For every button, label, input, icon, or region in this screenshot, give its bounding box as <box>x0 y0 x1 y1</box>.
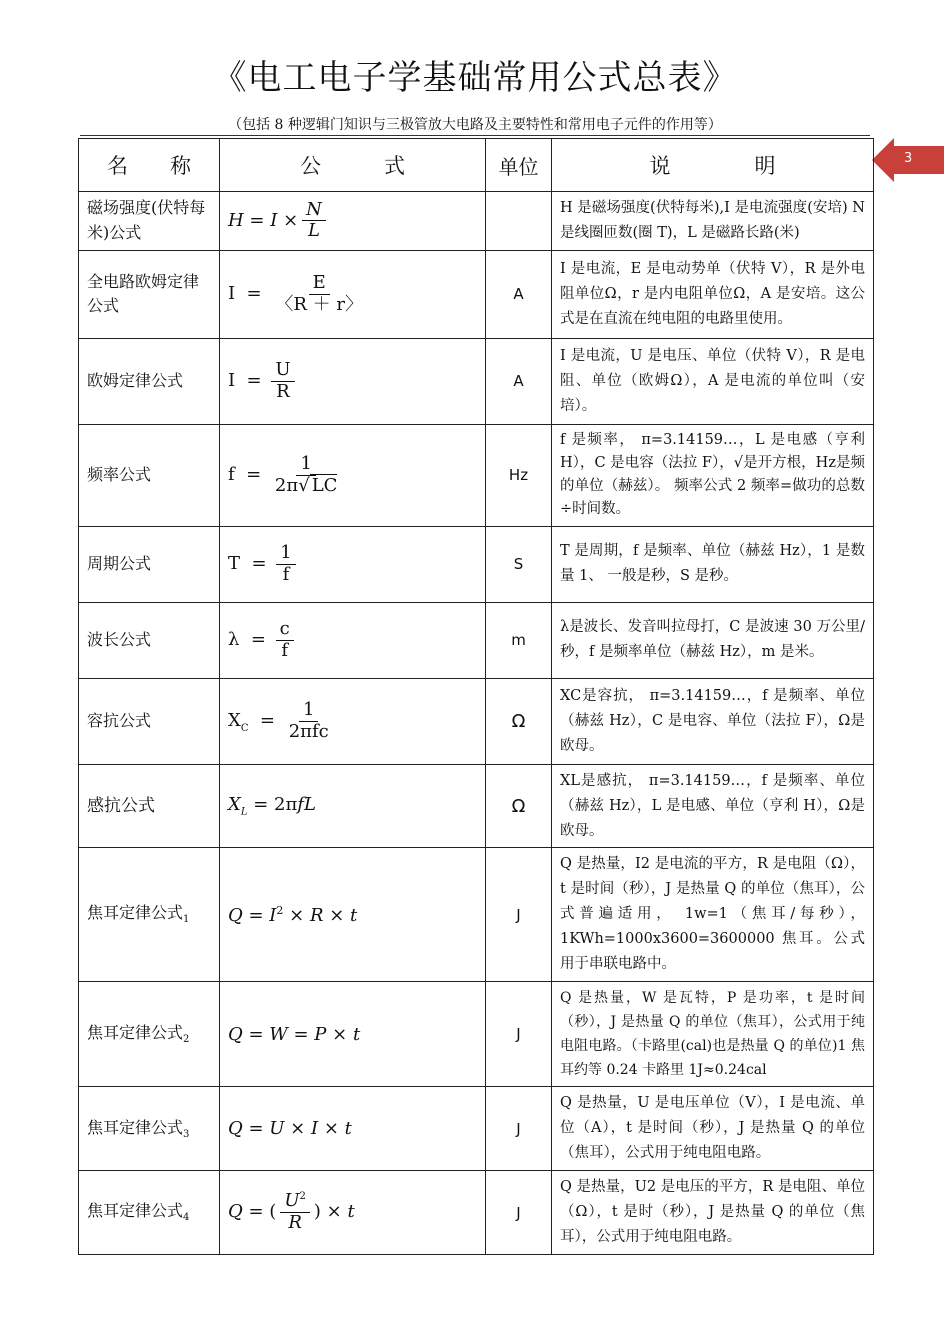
row-name: 磁场强度(伏特每米)公式 <box>79 192 220 251</box>
row-unit: A <box>486 250 552 338</box>
row-unit: J <box>486 848 552 982</box>
formula-table <box>78 138 874 1255</box>
formula-full-circuit-ohm: I = $\frac{E}{〈R + r〉}$ <box>220 250 486 338</box>
table-row <box>79 1087 874 1171</box>
formula-magnetic: H = I × $\frac{N}{L}$ <box>220 192 486 251</box>
header-formula: 公 式 <box>220 139 486 192</box>
page-number-marker <box>872 138 944 182</box>
row-name: 感抗公式 <box>79 764 220 848</box>
formula-joule-3: Q = U × I × t <box>220 1087 486 1171</box>
row-unit: Ω <box>486 678 552 764</box>
table-row <box>79 764 874 848</box>
row-unit: Ω <box>486 764 552 848</box>
row-name: 欧姆定律公式 <box>79 338 220 424</box>
row-desc: λ是波长、发音叫拉母打，C 是波速 30 万公里/秒，f 是频率单位（赫兹 Hz），m 是米。 <box>552 602 874 678</box>
row-desc: XL是感抗， π=3.14159…，f 是频率、单位（赫兹 Hz），L 是电感、单位（亨利 H），Ω是欧母。 <box>552 764 874 848</box>
row-unit: J <box>486 1087 552 1171</box>
table-row <box>79 192 874 251</box>
row-desc: XC是容抗， π=3.14159…，f 是频率、单位（赫兹 Hz），C 是电容、单位（法拉 F），Ω是欧母。 <box>552 678 874 764</box>
row-unit: m <box>486 602 552 678</box>
row-name: 周期公式 <box>79 526 220 602</box>
row-name: 焦耳定律公式$_2$ <box>79 982 220 1087</box>
row-desc: Q 是热量，U 是电压单位（V），I 是电流、单位（A），t 是时间（秒），J 是热量 Q 的单位（焦耳），公式用于纯电阻电路。 <box>552 1087 874 1171</box>
table-header-row <box>79 139 874 192</box>
row-desc: I 是电流，U 是电压、单位（伏特 V），R 是电阻、单位（欧姆Ω），A 是电流的单位叫（安培）。 <box>552 338 874 424</box>
row-name: 容抗公式 <box>79 678 220 764</box>
row-unit <box>486 192 552 251</box>
formula-frequency: f = $\frac{1}{2\pi√ LC}$ <box>220 424 486 526</box>
formula-joule-2: Q = W = P × t <box>220 982 486 1087</box>
table-row <box>79 250 874 338</box>
row-desc: H 是磁场强度(伏特每米),I 是电流强度(安培) N 是线圈匝数(圈 T)，L 是磁路长路(米) <box>552 192 874 251</box>
table-row <box>79 678 874 764</box>
table-row <box>79 424 874 526</box>
row-desc: Q 是热量，U2 是电压的平方，R 是电阻、单位（Ω），t 是时（秒），J 是热量 Q 的单位（焦耳），公式用于纯电阻电路。 <box>552 1171 874 1255</box>
table-row <box>79 602 874 678</box>
formula-period: T = $\frac{1}{f}$ <box>220 526 486 602</box>
formula-wavelength: λ = $\frac{c}{f}$ <box>220 602 486 678</box>
row-name: 频率公式 <box>79 424 220 526</box>
header-desc: 说 明 <box>552 139 874 192</box>
table-row <box>79 982 874 1087</box>
row-name: 焦耳定律公式$_1$ <box>79 848 220 982</box>
title-rule <box>80 135 870 136</box>
row-unit: S <box>486 526 552 602</box>
row-desc: Q 是热量，W 是瓦特，P 是功率，t 是时间（秒），J 是热量 Q 的单位（焦耳），公式用于纯电阻电路。（卡路里(cal)也是热量 Q 的单位)1 焦耳约等 0.24 卡路里 1J≈0.24cal <box>552 982 874 1087</box>
header-name: 名 称 <box>79 139 220 192</box>
row-desc: T 是周期，f 是频率、单位（赫兹 Hz），1 是数量 1、 一般是秒，S 是秒。 <box>552 526 874 602</box>
table-row <box>79 848 874 982</box>
row-desc: Q 是热量，I2 是电流的平方，R 是电阻（Ω），t 是时间（秒），J 是热量 Q 的单位（焦耳），公式普遍适用， 1w=1（焦耳/每秒），1KWh=1000x3600=3600000 焦耳。公式用于串联电路中。 <box>552 848 874 982</box>
table-row <box>79 526 874 602</box>
row-unit: J <box>486 1171 552 1255</box>
formula-capacitive-reactance: $X_C$ = $\frac{1}{\text{2πfc}}$ <box>220 678 486 764</box>
formula-inductive-reactance: $X_L = 2\pi fL$ <box>220 764 486 848</box>
table-row <box>79 1171 874 1255</box>
row-name: 波长公式 <box>79 602 220 678</box>
row-desc: f 是频率， π=3.14159…，L 是电感（亨利 H），C 是电容（法拉 F），√是开方根，Hz是频的单位（赫兹）。 频率公式 2 频率=做功的总数÷时间数。 <box>552 424 874 526</box>
document-title: 《电工电子学基础常用公式总表》 <box>212 58 738 98</box>
row-unit: Hz <box>486 424 552 526</box>
formula-joule-4: Q = ( $\frac{U^2}{R}$ ) × t <box>220 1171 486 1255</box>
table-row <box>79 338 874 424</box>
row-name: 焦耳定律公式$_3$ <box>79 1087 220 1171</box>
formula-ohm: I = $\frac{U}{R}$ <box>220 338 486 424</box>
document-subtitle: （包括 8 种逻辑门知识与三极管放大电路及主要特性和常用电子元件的作用等） <box>228 117 722 133</box>
row-unit: J <box>486 982 552 1087</box>
page-number: 3 <box>904 151 913 166</box>
row-name: 全电路欧姆定律公式 <box>79 250 220 338</box>
row-desc: I 是电流，E 是电动势单（伏特 V），R 是外电阻单位Ω，r 是内电阻单位Ω，A 是安培。这公式是在直流在纯电阻的电路里使用。 <box>552 250 874 338</box>
header-unit: 单位 <box>486 139 552 192</box>
row-name: 焦耳定律公式$_4$ <box>79 1171 220 1255</box>
row-unit: A <box>486 338 552 424</box>
formula-joule-1: $Q = I^2 \times R \times t$ <box>220 848 486 982</box>
